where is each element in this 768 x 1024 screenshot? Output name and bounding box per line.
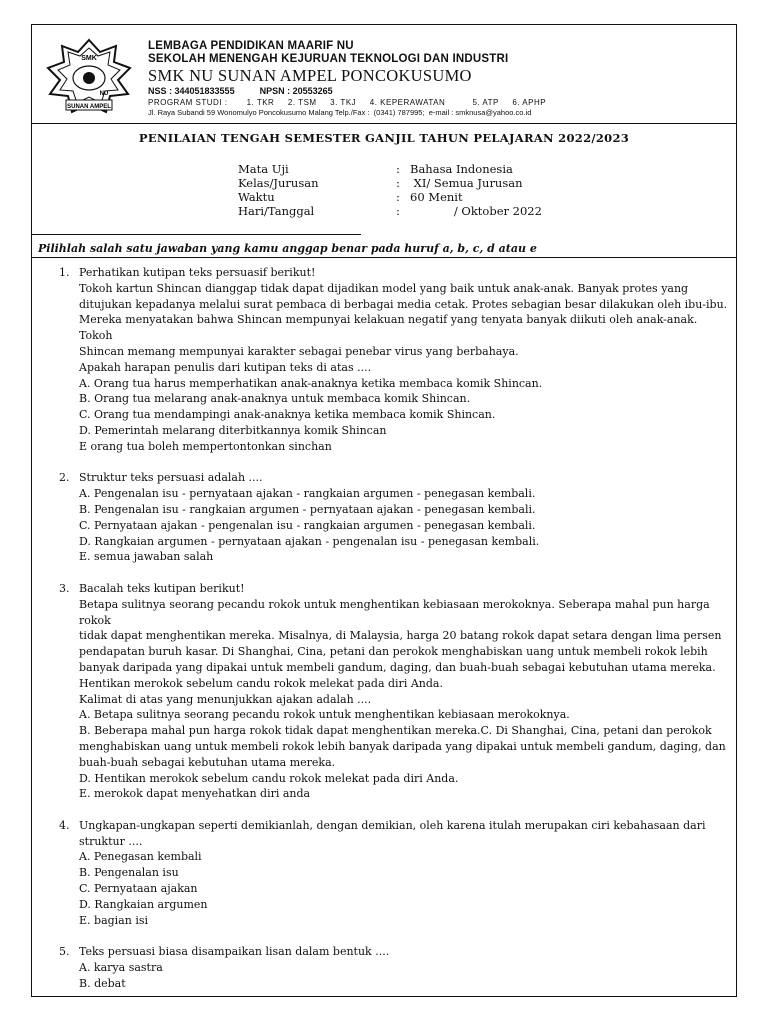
study-programs: PROGRAM STUDI : 1. TKR 2. TSM 3. TKJ 4. KEPERAWATAN 5. ATP 6. APHP	[148, 98, 547, 107]
meta-key: Mata Uji	[238, 162, 289, 176]
school-ids: NSS : 344051833555 NPSN : 20553265	[148, 86, 333, 96]
question-text: ditujukan kepadanya melalui surat pembaca di berbagai media cetak. Protes sebagian besar dilakukan oleh ibu-ibu.	[79, 297, 728, 311]
question-line	[59, 423, 731, 439]
question-line	[59, 581, 731, 597]
question-line	[59, 723, 731, 739]
question-text: Bacalah teks kutipan berikut!	[79, 581, 245, 595]
question-item	[59, 470, 731, 565]
question-text: Hentikan merokok sebelum candu rokok melekat pada diri Anda.	[79, 676, 443, 690]
answer-option: E. semua jawaban salah	[79, 550, 214, 564]
question-line	[59, 502, 731, 518]
meta-value: / Oktober 2022	[410, 204, 542, 218]
question-text: tidak dapat menghentikan mereka. Misalnya, di Malaysia, harga 20 batang rokok dapat setara dengan lima persen	[79, 629, 722, 643]
question-line	[59, 944, 731, 960]
question-line	[59, 771, 731, 787]
question-line	[59, 865, 731, 881]
answer-option: A. Penegasan kembali	[79, 850, 202, 864]
question-line	[59, 881, 731, 897]
meta-divider	[31, 234, 361, 235]
question-line	[59, 518, 731, 534]
logo-text-bottom: SUNAN AMPEL	[67, 104, 111, 110]
question-line	[59, 470, 731, 486]
question-text: Tokoh kartun Shincan dianggap tidak dapat dijadikan model yang baik untuk anak-anak. Banyak protes yang	[79, 281, 689, 295]
meta-colon: :	[396, 176, 400, 190]
answer-option: E. merokok dapat menyehatkan diri anda	[79, 787, 311, 801]
question-text: menghabiskan uang untuk membeli rokok lebih banyak daripada yang dipakai untuk membeli gandum, daging, dan	[79, 739, 726, 753]
answer-option: D. Hentikan merokok sebelum candu rokok melekat pada diri Anda.	[79, 771, 459, 785]
answer-option: B. Pengenalan isu	[79, 866, 179, 880]
answer-option: C. Orang tua mendampingi anak-anaknya ketika membaca komik Shincan.	[79, 408, 496, 422]
question-text: banyak daripada yang dipakai untuk membeli gandum, daging, dan buah-buah sebagai kebutuhan utama mereka.	[79, 660, 716, 674]
meta-row	[238, 162, 542, 176]
question-line	[59, 391, 731, 407]
school-name: SMK NU SUNAN AMPEL PONCOKUSUMO	[148, 66, 472, 85]
question-text: Shincan memang mempunyai karakter sebagai penebar virus yang berbahaya.	[79, 344, 519, 358]
meta-colon: :	[396, 204, 400, 218]
question-line	[59, 707, 731, 723]
answer-option: A. Pengenalan isu - pernyataan ajakan - rangkaian argumen - penegasan kembali.	[79, 487, 536, 501]
question-text: Kalimat di atas yang menunjukkan ajakan adalah ....	[79, 692, 372, 706]
question-line	[59, 549, 731, 565]
question-number: 5.	[59, 945, 70, 959]
question-item	[59, 944, 731, 991]
answer-option: B. debat	[79, 976, 126, 990]
question-line	[59, 739, 731, 755]
question-text: buah-buah sebagai kebutuhan utama mereka.	[79, 755, 336, 769]
question-line	[59, 376, 731, 392]
question-text: Betapa sulitnya seorang pecandu rokok untuk menghentikan kebiasaan merokoknya. Seberapa mahal pun harga rokok	[79, 597, 710, 627]
question-line	[59, 597, 731, 629]
question-line	[59, 344, 731, 360]
answer-option: B. Beberapa mahal pun harga rokok tidak dapat menghentikan mereka.C. Di Shanghai, Cina, petani dan perokok	[79, 724, 712, 738]
question-line	[59, 360, 731, 376]
answer-option: D. Rangkaian argumen - pernyataan ajakan - pengenalan isu - penegasan kembali.	[79, 534, 540, 548]
question-line	[59, 628, 731, 644]
answer-option: E. bagian isi	[79, 913, 149, 927]
question-number: 3.	[59, 581, 70, 595]
question-item	[59, 265, 731, 455]
meta-value: 60 Menit	[410, 190, 463, 204]
question-text: struktur ....	[79, 834, 143, 848]
letterhead	[148, 40, 728, 118]
question-line	[59, 312, 731, 344]
meta-row	[238, 204, 542, 218]
question-line	[59, 439, 731, 455]
answer-option: B. Orang tua melarang anak-anaknya untuk membaca komik Shincan.	[79, 392, 471, 406]
answer-option: C. Pernyataan ajakan	[79, 882, 198, 896]
header-divider	[31, 123, 737, 124]
answer-option: B. Pengenalan isu - rangkaian argumen - pernyataan ajakan - penegasan kembali.	[79, 502, 536, 516]
meta-value: XI/ Semua Jurusan	[410, 176, 523, 190]
question-text: Perhatikan kutipan teks persuasif berikut!	[79, 266, 316, 279]
logo-text-mid: NU	[99, 91, 109, 97]
question-line	[59, 660, 731, 676]
question-line	[59, 960, 731, 976]
question-line	[59, 644, 731, 660]
question-text: Teks persuasi biasa disampaikan lisan dalam bentuk ....	[79, 945, 390, 959]
question-line	[59, 913, 731, 929]
meta-row	[238, 176, 542, 190]
question-line	[59, 281, 731, 297]
answer-option: A. Betapa sulitnya seorang pecandu rokok untuk menghentikan kebiasaan merokoknya.	[79, 708, 570, 722]
institution-name: LEMBAGA PENDIDIKAN MAARIF NU	[148, 40, 354, 52]
question-line	[59, 849, 731, 865]
question-number: 2.	[59, 471, 70, 485]
question-line	[59, 297, 731, 313]
answer-option: C. Pernyataan ajakan - pengenalan isu - rangkaian argumen - penegasan kembali.	[79, 518, 536, 532]
question-line	[59, 265, 731, 281]
instruction: Pilihlah salah satu jawaban yang kamu anggap benar pada huruf a, b, c, d atau e	[38, 242, 537, 255]
question-item	[59, 818, 731, 929]
school-address: Jl. Raya Subandi 59 Wonomulyo Poncokusumo Malang Telp./Fax : (0341) 787995; e-mail : smknusa@yahoo.co.id	[148, 108, 532, 117]
meta-key: Kelas/Jurusan	[238, 176, 319, 190]
school-type: SEKOLAH MENENGAH KEJURUAN TEKNOLOGI DAN INDUSTRI	[148, 53, 509, 65]
answer-option: D. Pemerintah melarang diterbitkannya komik Shincan	[79, 423, 387, 437]
answer-option: A. karya sastra	[79, 961, 163, 975]
question-text: Mereka menyatakan bahwa Shincan mempunyai kelakuan negatif yang tenyata banyak diikuti oleh anak-anak. Tokoh	[79, 313, 698, 343]
question-text: Struktur teks persuasi adalah ....	[79, 471, 263, 485]
answer-option: E orang tua boleh mempertontonkan sinchan	[79, 439, 332, 453]
question-line	[59, 897, 731, 913]
meta-key: Hari/Tanggal	[238, 204, 315, 218]
question-line	[59, 786, 731, 802]
meta-colon: :	[396, 162, 400, 176]
logo-text-top: SMK	[81, 55, 97, 62]
question-text: Ungkapan-ungkapan seperti demikianlah, dengan demikian, oleh karena itulah merupakan ciri kebahasaan dari	[79, 818, 706, 832]
answer-option: D. Rangkaian argumen	[79, 897, 208, 911]
question-line	[59, 818, 731, 834]
exam-title: PENILAIAN TENGAH SEMESTER GANJIL TAHUN PELAJARAN 2022/2023	[138, 131, 630, 145]
question-text: pendapatan buruh kasar. Di Shanghai, Cina, petani dan perokok menghabiskan uang untuk membeli rokok lebih	[79, 645, 708, 659]
question-number: 1.	[59, 266, 70, 279]
meta-row	[238, 190, 542, 204]
school-logo	[44, 38, 134, 118]
question-line	[59, 486, 731, 502]
question-line	[59, 534, 731, 550]
instruction-divider	[31, 257, 737, 258]
question-line	[59, 755, 731, 771]
question-line	[59, 976, 731, 992]
question-text: Apakah harapan penulis dari kutipan teks di atas ....	[79, 360, 372, 374]
meta-colon: :	[396, 190, 400, 204]
question-list	[59, 265, 731, 1007]
answer-option: A. Orang tua harus memperhatikan anak-anaknya ketika membaca komik Shincan.	[79, 376, 543, 390]
exam-meta	[238, 162, 542, 218]
question-line	[59, 834, 731, 850]
meta-value: Bahasa Indonesia	[410, 162, 513, 176]
question-item	[59, 581, 731, 802]
question-line	[59, 407, 731, 423]
question-number: 4.	[59, 818, 70, 832]
question-line	[59, 676, 731, 692]
question-line	[59, 692, 731, 708]
meta-key: Waktu	[238, 190, 275, 204]
